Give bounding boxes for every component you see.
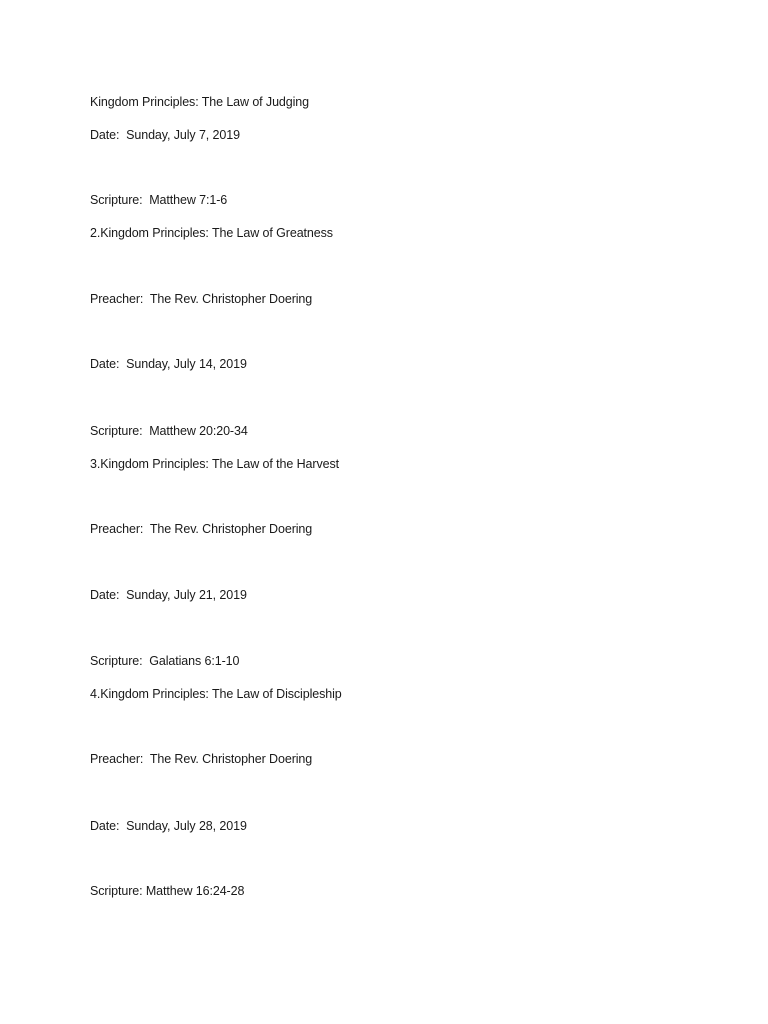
sermon-date-2: Date: Sunday, July 14, 2019 (90, 357, 247, 371)
sermon-date-4: Date: Sunday, July 28, 2019 (90, 819, 247, 833)
sermon-scripture-3: Scripture: Galatians 6:1-10 (90, 654, 240, 668)
sermon-date-1: Date: Sunday, July 7, 2019 (90, 128, 240, 142)
sermon-title-1: Kingdom Principles: The Law of Judging (90, 95, 310, 109)
sermon-scripture-2: Scripture: Matthew 20:20-34 (90, 424, 248, 438)
sermon-title-2: 2.Kingdom Principles: The Law of Greatness (90, 226, 333, 240)
sermon-preacher-3: Preacher: The Rev. Christopher Doering (90, 522, 313, 536)
sermon-scripture-4: Scripture: Matthew 16:24-28 (90, 884, 245, 898)
sermon-preacher-2: Preacher: The Rev. Christopher Doering (90, 292, 313, 306)
sermon-title-3: 3.Kingdom Principles: The Law of the Harvest (90, 457, 339, 471)
sermon-date-3: Date: Sunday, July 21, 2019 (90, 588, 247, 602)
sermon-preacher-4: Preacher: The Rev. Christopher Doering (90, 752, 313, 766)
sermon-scripture-1: Scripture: Matthew 7:1-6 (90, 193, 228, 207)
sermon-title-4: 4.Kingdom Principles: The Law of Discipleship (90, 687, 342, 701)
